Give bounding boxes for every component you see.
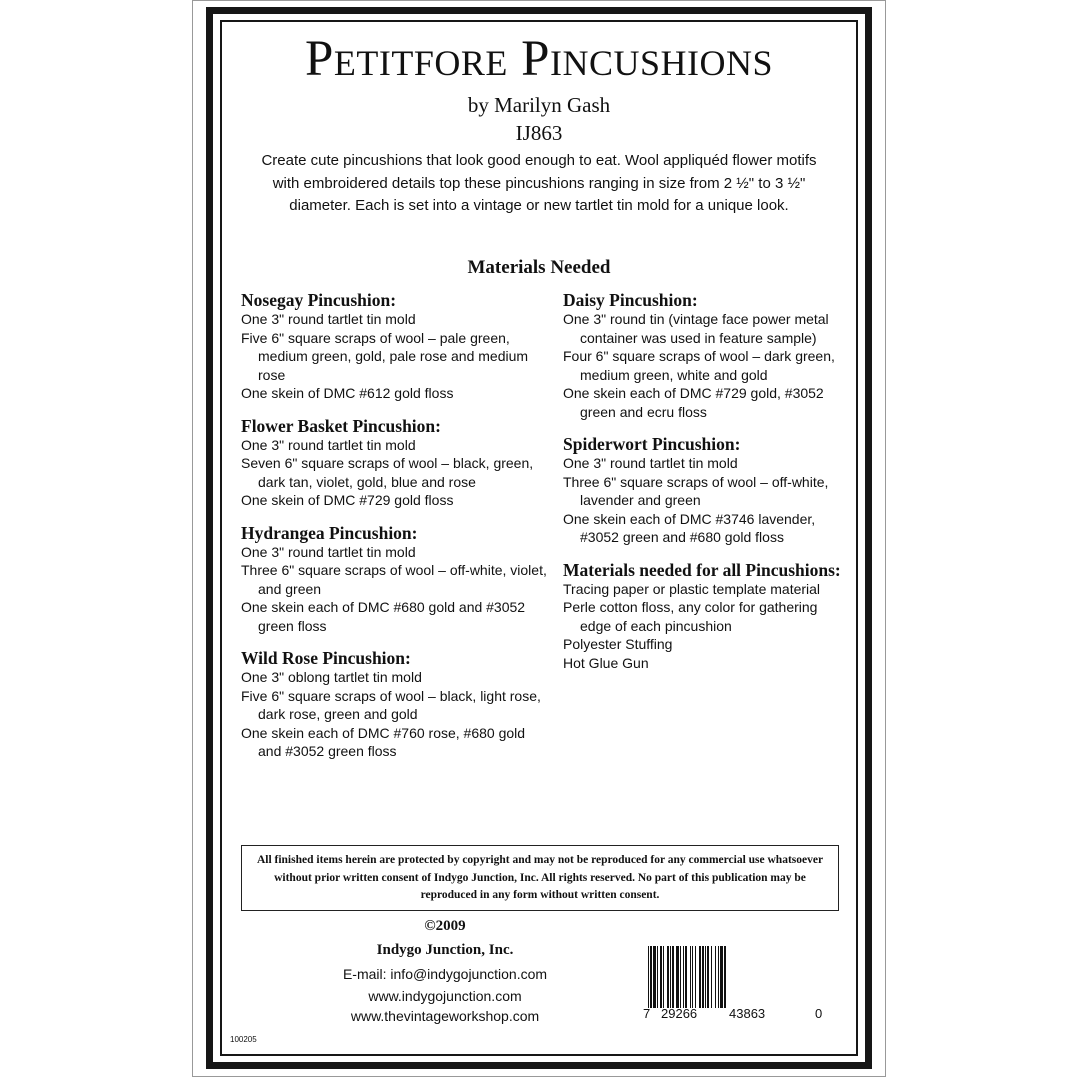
barcode-digit-group: 0: [815, 1006, 823, 1021]
section-title: Wild Rose Pincushion:: [241, 648, 411, 668]
material-item: One 3" round tartlet tin mold: [241, 436, 416, 453]
barcode-icon: [648, 946, 808, 1008]
copyright-notice: All finished items herein are protected by copyright and may not be reproduced for any commercial use whatsoever without prior written consent of Indygo Junction, Inc. All rights reserved. No part of this publication may be reproduced in any form without written consent.: [241, 845, 839, 911]
material-item: Five 6" square scraps of wool – black, light rose, dark rose, green and gold: [241, 687, 541, 722]
section-spiderwort: [563, 434, 848, 547]
material-item: Tracing paper or plastic template material: [563, 580, 821, 597]
website-link: www.indygojunction.com: [368, 988, 522, 1004]
section-daisy: [563, 290, 848, 421]
material-item: One skein each of DMC #760 rose, #680 gold and #3052 green floss: [241, 724, 526, 759]
materials-heading: Materials Needed: [467, 257, 611, 278]
material-item: Three 6" square scraps of wool – off-white, violet, and green: [241, 562, 547, 597]
section-title: Nosegay Pincushion:: [241, 290, 397, 310]
material-item: Three 6" square scraps of wool – off-white, lavender and green: [563, 473, 829, 508]
material-item: Five 6" square scraps of wool – pale green, medium green, gold, pale rose and medium rose: [241, 329, 529, 383]
section-hydrangea: [241, 523, 551, 636]
intro-paragraph: Create cute pincushions that look good enough to eat. Wool appliquéd flower motifs with embroidered details top these pincushions ranging in size from 2 ½" to 3 ½" diameter. Each is set into a vintage or new tartlet tin mold for a unique look.: [261, 152, 817, 214]
material-item: One skein each of DMC #729 gold, #3052 green and ecru floss: [563, 385, 824, 420]
section-nosegay: [241, 290, 551, 403]
material-item: One 3" round tartlet tin mold: [563, 455, 738, 471]
material-item: One 3" round tin (vintage face power metal container was used in feature sample): [563, 311, 829, 346]
material-item: Polyester Stuffing: [563, 636, 673, 652]
barcode-digit-group: 7: [643, 1006, 651, 1021]
material-item: Perle cotton floss, any color for gathering edge of each pincushion: [563, 599, 818, 634]
section-all-pincushions: [563, 560, 848, 673]
material-item: One skein each of DMC #3746 lavender, #3052 green and #680 gold floss: [563, 510, 816, 545]
material-item: One skein each of DMC #680 gold and #3052 green floss: [241, 599, 526, 634]
section-flower-basket: [241, 416, 551, 510]
barcode-digit-group: 29266: [661, 1006, 698, 1021]
section-title: Materials needed for all Pincushions:: [563, 559, 841, 580]
company-name: Indygo Junction, Inc.: [376, 942, 514, 958]
pattern-code: IJ863: [515, 121, 563, 145]
page-title: Petitfore Pincushions: [305, 31, 773, 87]
materials-left-column: [241, 290, 551, 774]
website-link-secondary: www.thevintageworkshop.com: [350, 1008, 540, 1024]
material-item: One 3" round tartlet tin mold: [241, 311, 416, 327]
email-address: E-mail: info@indygojunction.com: [342, 966, 548, 982]
stock-code: 100205: [230, 1035, 257, 1044]
material-item: Four 6" square scraps of wool – dark green, medium green, white and gold: [563, 348, 835, 383]
section-title: Hydrangea Pincushion:: [241, 522, 418, 543]
section-title: Spiderwort Pincushion:: [563, 434, 741, 454]
section-title: Flower Basket Pincushion:: [241, 415, 441, 436]
copyright-year: ©2009: [424, 918, 466, 934]
material-item: Seven 6" square scraps of wool – black, green, dark tan, violet, gold, blue and rose: [241, 455, 534, 490]
barcode-digit-group: 43863: [729, 1006, 766, 1021]
material-item: One 3" round tartlet tin mold: [241, 543, 416, 560]
section-wild-rose: [241, 648, 551, 761]
material-item: Hot Glue Gun: [563, 654, 649, 671]
author-byline: by Marilyn Gash: [467, 93, 611, 117]
material-item: One skein of DMC #729 gold floss: [241, 492, 454, 508]
section-title: Daisy Pincushion:: [563, 290, 698, 310]
material-item: One 3" oblong tartlet tin mold: [241, 669, 422, 685]
materials-right-column: [563, 290, 848, 685]
material-item: One skein of DMC #612 gold floss: [241, 385, 454, 401]
